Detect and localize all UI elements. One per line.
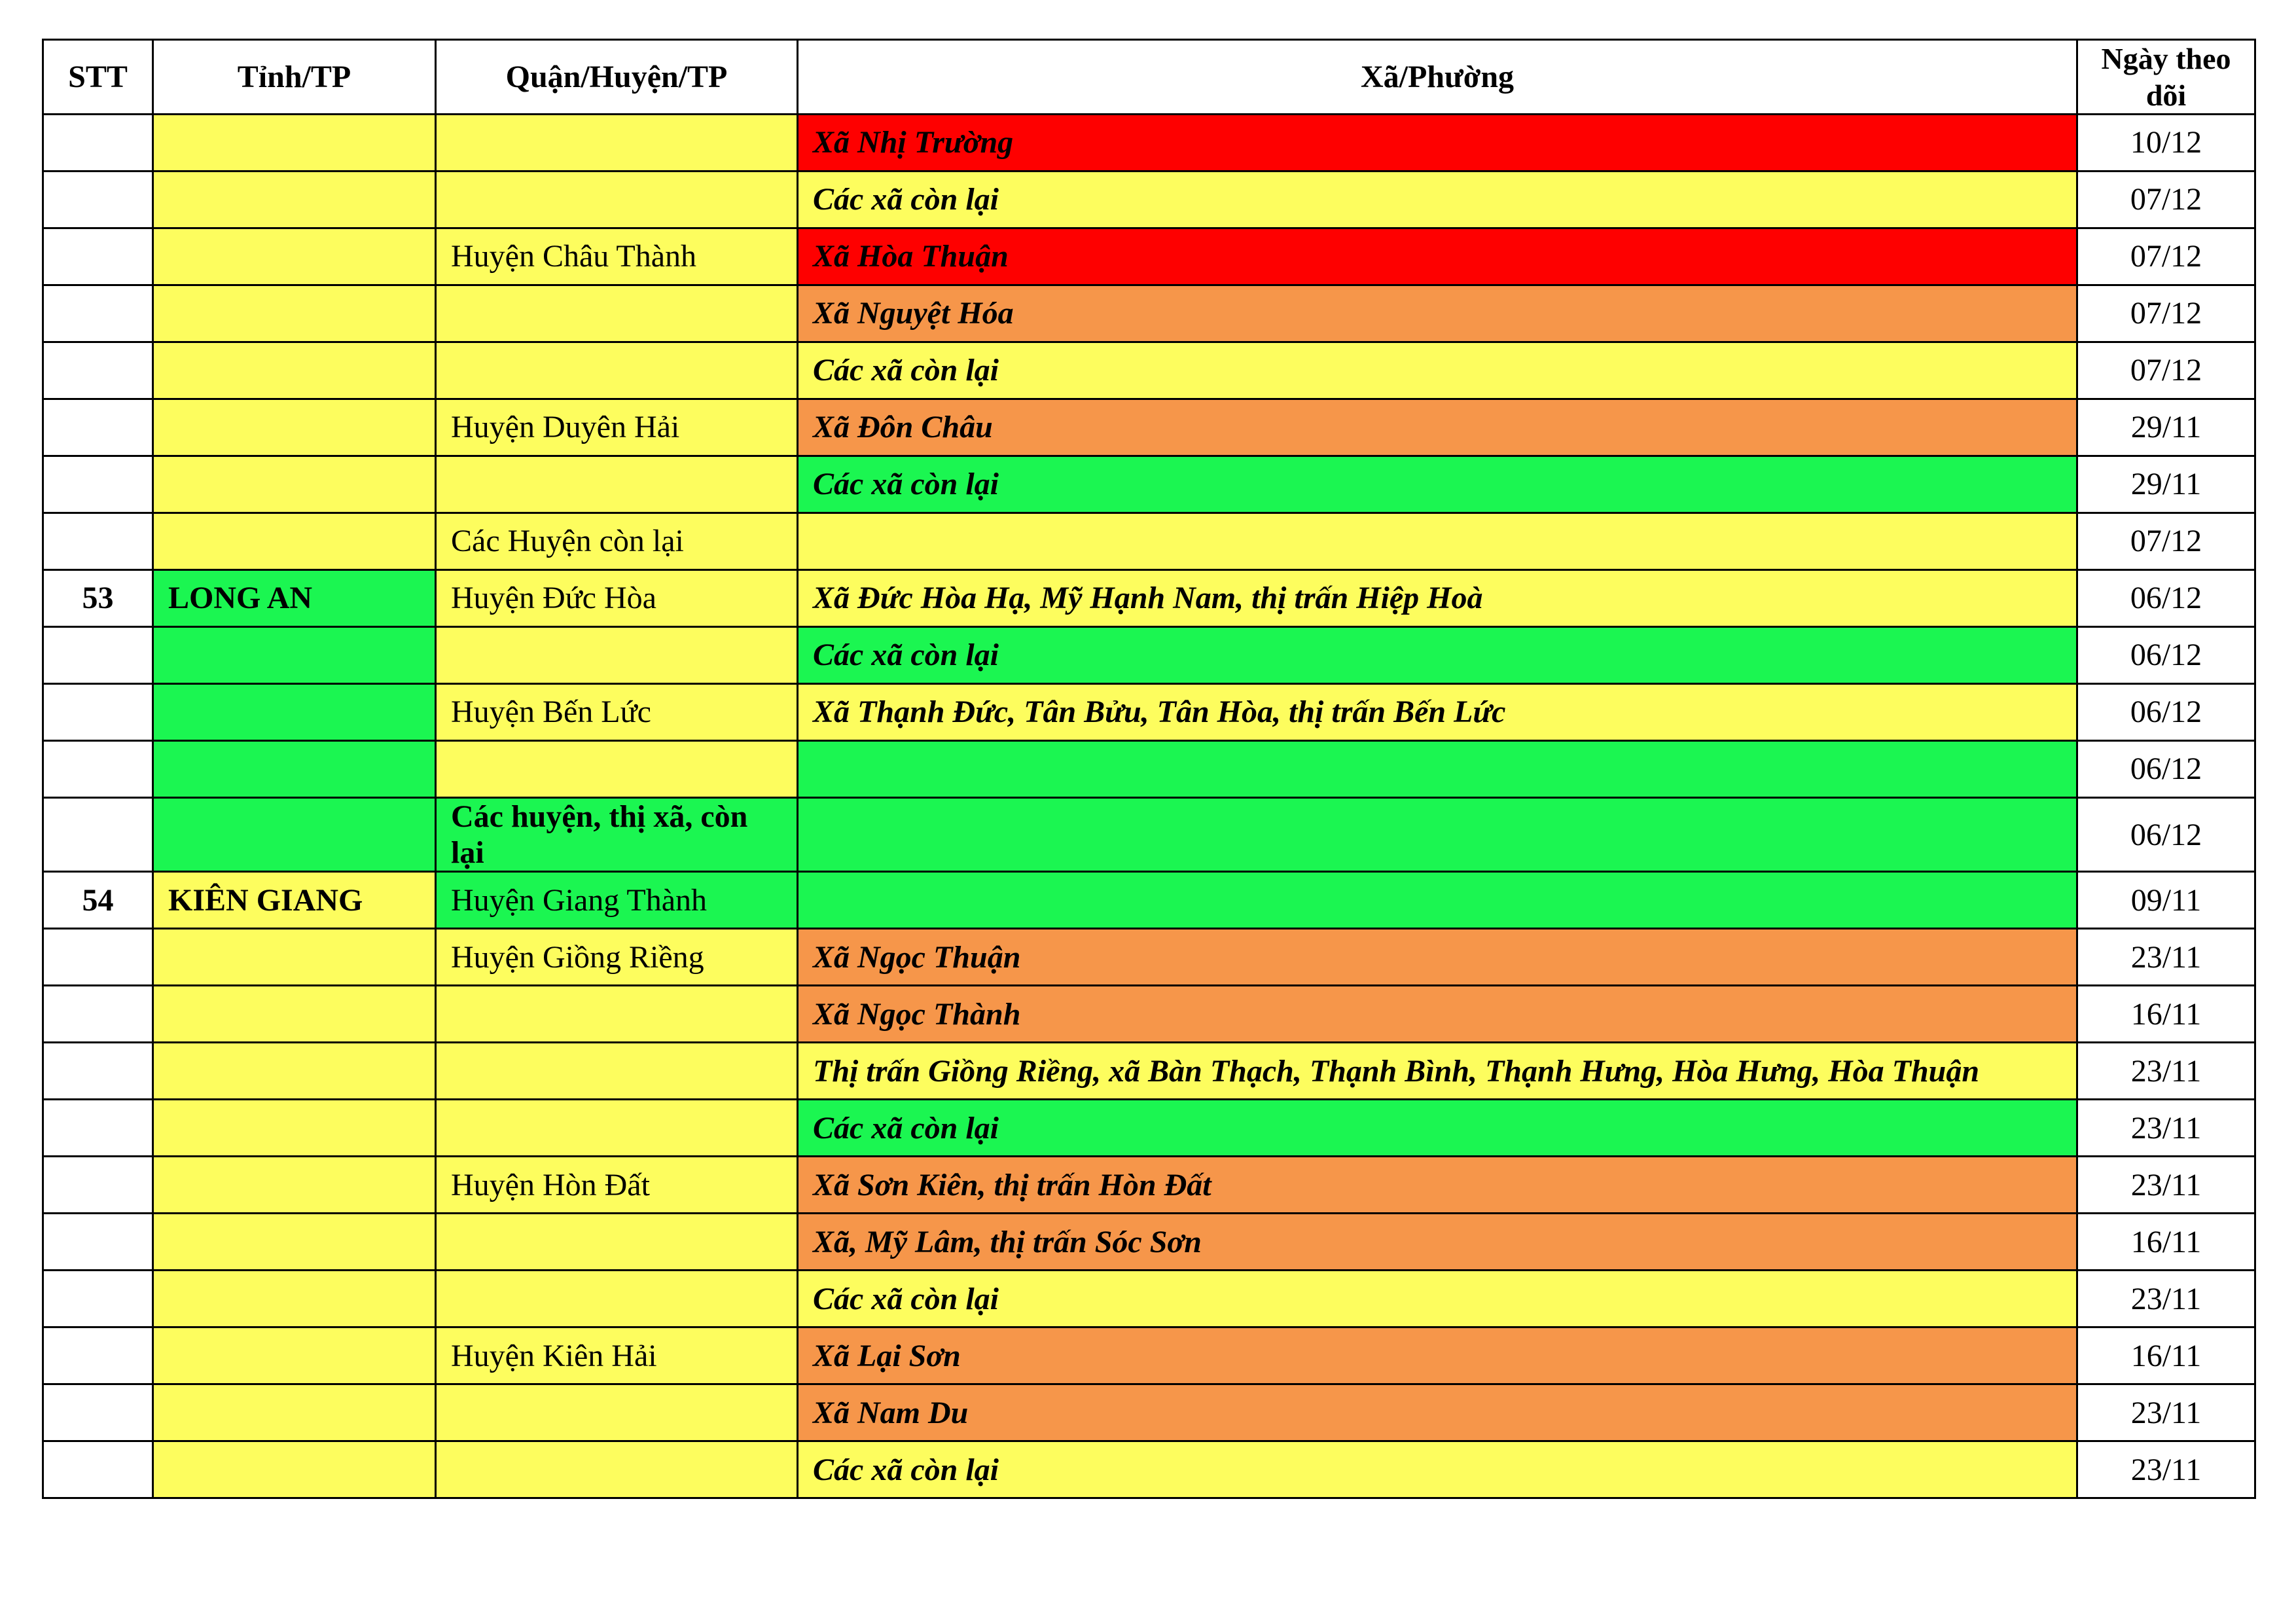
ward-cell: Các xã còn lại (798, 1441, 2077, 1498)
date-cell: 16/11 (2077, 1327, 2255, 1384)
district-cell: Huyện Kiên Hải (436, 1327, 798, 1384)
stt-cell (43, 399, 153, 456)
stt-cell (43, 1043, 153, 1100)
stt-cell (43, 1327, 153, 1384)
province-cell (153, 627, 436, 684)
table-row (43, 285, 2255, 342)
table-row (43, 1043, 2255, 1100)
ward-cell: Xã Hòa Thuận (798, 228, 2077, 285)
district-cell: Huyện Châu Thành (436, 228, 798, 285)
district-cell (436, 1441, 798, 1498)
stt-cell (43, 456, 153, 513)
table-row (43, 1271, 2255, 1327)
date-cell: 23/11 (2077, 929, 2255, 986)
ward-cell: Các xã còn lại (798, 171, 2077, 228)
table-row (43, 1214, 2255, 1271)
province-cell (153, 513, 436, 570)
table-row (43, 872, 2255, 929)
date-cell: 06/12 (2077, 741, 2255, 798)
table-row (43, 115, 2255, 171)
province-cell: LONG AN (153, 570, 436, 627)
district-cell: Huyện Hòn Đất (436, 1157, 798, 1214)
stt-cell (43, 115, 153, 171)
ward-cell: Xã Đôn Châu (798, 399, 2077, 456)
province-cell (153, 741, 436, 798)
district-cell: Huyện Giang Thành (436, 872, 798, 929)
district-cell (436, 285, 798, 342)
province-cell (153, 399, 436, 456)
table-row (43, 1100, 2255, 1157)
header-stt: STT (43, 40, 153, 115)
district-cell (436, 627, 798, 684)
district-cell: Huyện Giồng Riềng (436, 929, 798, 986)
province-cell (153, 1157, 436, 1214)
ward-cell: Các xã còn lại (798, 627, 2077, 684)
date-cell: 07/12 (2077, 285, 2255, 342)
province-cell (153, 1441, 436, 1498)
table-row (43, 399, 2255, 456)
province-cell (153, 342, 436, 399)
table-row (43, 228, 2255, 285)
district-cell: Các Huyện còn lại (436, 513, 798, 570)
date-cell: 06/12 (2077, 570, 2255, 627)
district-cell (436, 1214, 798, 1271)
province-cell (153, 285, 436, 342)
table-row (43, 171, 2255, 228)
stt-cell (43, 513, 153, 570)
date-cell: 07/12 (2077, 513, 2255, 570)
date-cell: 09/11 (2077, 872, 2255, 929)
ward-cell: Xã Đức Hòa Hạ, Mỹ Hạnh Nam, thị trấn Hiệp Hoà (798, 570, 2077, 627)
stt-cell (43, 1100, 153, 1157)
district-cell (436, 1043, 798, 1100)
ward-cell: Xã Thạnh Đức, Tân Bửu, Tân Hòa, thị trấn Bến Lức (798, 684, 2077, 741)
ward-cell: Xã Sơn Kiên, thị trấn Hòn Đất (798, 1157, 2077, 1214)
ward-cell: Xã Ngọc Thuận (798, 929, 2077, 986)
ward-cell: Thị trấn Giồng Riềng, xã Bàn Thạch, Thạnh Bình, Thạnh Hưng, Hòa Hưng, Hòa Thuận (798, 1043, 2077, 1100)
district-cell (436, 1271, 798, 1327)
ward-cell: Các xã còn lại (798, 342, 2077, 399)
stt-cell (43, 986, 153, 1043)
table-row (43, 1441, 2255, 1498)
date-cell: 23/11 (2077, 1441, 2255, 1498)
district-cell (436, 456, 798, 513)
ward-cell: Xã Nhị Trường (798, 115, 2077, 171)
district-cell (436, 986, 798, 1043)
table-row (43, 627, 2255, 684)
date-cell: 23/11 (2077, 1384, 2255, 1441)
date-cell: 23/11 (2077, 1271, 2255, 1327)
stt-cell (43, 929, 153, 986)
header-province: Tỉnh/TP (153, 40, 436, 115)
stt-cell (43, 342, 153, 399)
province-cell (153, 798, 436, 872)
province-cell (153, 1384, 436, 1441)
date-cell: 23/11 (2077, 1157, 2255, 1214)
stt-cell (43, 627, 153, 684)
district-cell (436, 115, 798, 171)
ward-cell: Các xã còn lại (798, 1100, 2077, 1157)
header-district: Quận/Huyện/TP (436, 40, 798, 115)
stt-cell (43, 171, 153, 228)
stt-cell (43, 1157, 153, 1214)
province-cell (153, 1271, 436, 1327)
table-row (43, 456, 2255, 513)
table-row (43, 684, 2255, 741)
province-cell (153, 1327, 436, 1384)
province-cell (153, 228, 436, 285)
date-cell: 16/11 (2077, 986, 2255, 1043)
province-cell (153, 1100, 436, 1157)
ward-cell: Xã Nguyệt Hóa (798, 285, 2077, 342)
stt-cell (43, 1384, 153, 1441)
date-cell: 23/11 (2077, 1043, 2255, 1100)
table-row (43, 342, 2255, 399)
date-cell: 23/11 (2077, 1100, 2255, 1157)
province-cell (153, 1214, 436, 1271)
district-cell: Huyện Đức Hòa (436, 570, 798, 627)
province-cell: KIÊN GIANG (153, 872, 436, 929)
stt-cell (43, 285, 153, 342)
province-cell (153, 1043, 436, 1100)
ward-cell: Các xã còn lại (798, 456, 2077, 513)
date-cell: 07/12 (2077, 228, 2255, 285)
district-cell (436, 342, 798, 399)
date-cell: 10/12 (2077, 115, 2255, 171)
stt-cell (43, 1214, 153, 1271)
district-cell (436, 741, 798, 798)
stt-cell (43, 741, 153, 798)
table-row (43, 1384, 2255, 1441)
ward-cell: Xã, Mỹ Lâm, thị trấn Sóc Sơn (798, 1214, 2077, 1271)
stt-cell (43, 1271, 153, 1327)
stt-cell: 53 (43, 570, 153, 627)
date-cell: 29/11 (2077, 399, 2255, 456)
district-cell: Huyện Bến Lức (436, 684, 798, 741)
district-cell (436, 171, 798, 228)
date-cell: 16/11 (2077, 1214, 2255, 1271)
ward-cell (798, 513, 2077, 570)
ward-cell: Các xã còn lại (798, 1271, 2077, 1327)
province-cell (153, 986, 436, 1043)
district-cell (436, 1100, 798, 1157)
table-row (43, 1327, 2255, 1384)
stt-cell (43, 798, 153, 872)
table-row (43, 570, 2255, 627)
ward-cell (798, 872, 2077, 929)
province-cell (153, 115, 436, 171)
date-cell: 07/12 (2077, 342, 2255, 399)
district-cell: Huyện Duyên Hải (436, 399, 798, 456)
date-cell: 06/12 (2077, 798, 2255, 872)
date-cell: 29/11 (2077, 456, 2255, 513)
ward-cell: Xã Ngọc Thành (798, 986, 2077, 1043)
date-cell: 06/12 (2077, 684, 2255, 741)
table-row (43, 798, 2255, 872)
ward-status-table (42, 39, 2256, 1499)
table-row (43, 929, 2255, 986)
header-date: Ngày theo dõi (2077, 40, 2255, 115)
ward-cell: Xã Lại Sơn (798, 1327, 2077, 1384)
province-cell (153, 684, 436, 741)
header-ward: Xã/Phường (798, 40, 2077, 115)
date-cell: 06/12 (2077, 627, 2255, 684)
district-cell: Các huyện, thị xã, còn lại (436, 798, 798, 872)
province-cell (153, 929, 436, 986)
stt-cell (43, 1441, 153, 1498)
table-header-row (43, 40, 2255, 115)
stt-cell: 54 (43, 872, 153, 929)
date-cell: 07/12 (2077, 171, 2255, 228)
province-cell (153, 171, 436, 228)
district-cell (436, 1384, 798, 1441)
province-cell (153, 456, 436, 513)
table-body (43, 115, 2255, 1498)
ward-cell (798, 798, 2077, 872)
table-row (43, 741, 2255, 798)
ward-cell (798, 741, 2077, 798)
table-row (43, 986, 2255, 1043)
ward-cell: Xã Nam Du (798, 1384, 2077, 1441)
stt-cell (43, 684, 153, 741)
stt-cell (43, 228, 153, 285)
table-row (43, 1157, 2255, 1214)
table-row (43, 513, 2255, 570)
